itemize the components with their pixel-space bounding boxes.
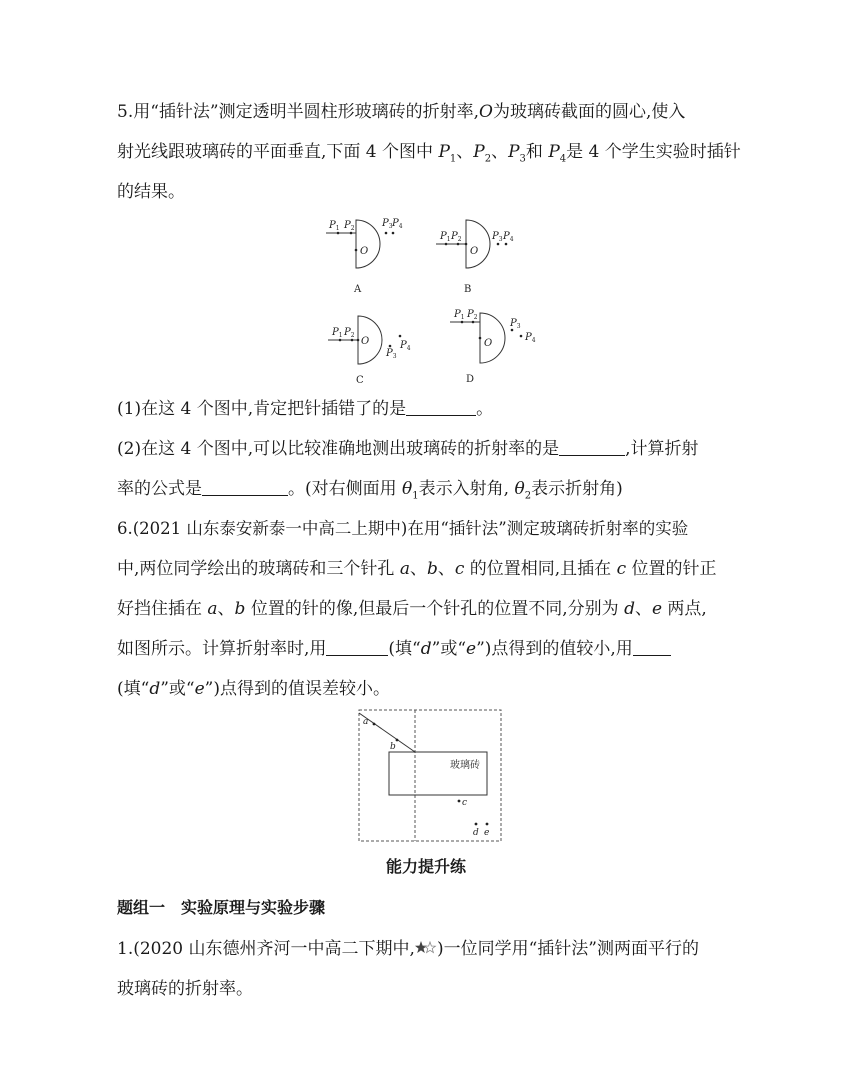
- svg-text:P4: $P_4$: [392, 218, 403, 230]
- svg-text:P4: $P_4$: [400, 340, 411, 352]
- q6-line-3: 好挡住插在 a、b 位置的针的像,但最后一个针孔的位置不同,分别为 d、e 两点,: [117, 599, 707, 619]
- svg-text:P1: $P_1$: [454, 309, 465, 321]
- svg-text:P1: $P_1$: [440, 231, 451, 243]
- q5-line-1: 5.用“插针法”测定透明半圆柱形玻璃砖的折射率,O为玻璃砖截面的圆心,使入: [117, 102, 686, 122]
- svg-text:P4: $P_4$: [503, 231, 514, 243]
- q5-figure: [320, 208, 550, 386]
- q5-sub-1: (1)在这 4 个图中,肯定把针插错了的是 。: [117, 399, 494, 419]
- q6-line-2: 中,两位同学绘出的玻璃砖和三个针孔 a、b、c 的位置相同,且插在 c 位置的针正: [117, 559, 717, 579]
- svg-text:P2: $P_2$: [344, 327, 355, 339]
- answer-blank[interactable]: [633, 640, 671, 656]
- svg-text:d: d: [473, 828, 479, 838]
- svg-text:e: e: [484, 828, 490, 838]
- section-title: 能力提升练: [386, 857, 467, 876]
- svg-text:A: A: [354, 284, 362, 295]
- q5-line-3: 的结果。: [117, 182, 185, 202]
- glass-label: 玻璃砖: [450, 760, 480, 771]
- q6-figure: [356, 708, 504, 844]
- svg-text:P2: $P_2$: [344, 220, 355, 232]
- svg-text:O: O: [484, 338, 493, 349]
- svg-text:P3: $P_3$: [510, 318, 521, 330]
- svg-text:P4: $P_4$: [525, 332, 536, 344]
- svg-text:O: O: [361, 336, 370, 347]
- answer-blank[interactable]: [559, 440, 625, 456]
- svg-text:P3: $P_3$: [386, 348, 397, 360]
- svg-text:O: O: [470, 246, 479, 257]
- svg-text:c: c: [462, 798, 468, 808]
- answer-blank[interactable]: [326, 640, 388, 656]
- svg-text:O: O: [360, 246, 369, 257]
- svg-text:P2: $P_2$: [451, 231, 462, 243]
- svg-text:a: a: [363, 717, 369, 727]
- difficulty-star-icon: [415, 940, 437, 956]
- svg-text:D: D: [466, 374, 475, 385]
- answer-blank[interactable]: [406, 400, 476, 416]
- q1-line-2: 玻璃砖的折射率。: [117, 979, 253, 999]
- svg-text:P3: $P_3$: [382, 218, 393, 230]
- svg-text:B: B: [464, 284, 472, 295]
- svg-text:b: b: [390, 742, 396, 752]
- svg-text:P2: $P_2$: [467, 309, 478, 321]
- answer-blank[interactable]: [202, 480, 288, 496]
- q6-line-4: 如图所示。计算折射率时,用 (填“d”或“e”)点得到的值较小,用: [117, 637, 671, 661]
- q1-line-1: 1.(2020 山东德州齐河一中高二下期中, )一位同学用“插针法”测两面平行的: [117, 939, 699, 959]
- q5-sub-2-line-2: 率的公式是 。(对右侧面用 $\theta_1$表示入射角, $\theta_2$表示折射角): [117, 479, 623, 502]
- q5-sub-2-line-1: (2)在这 4 个图中,可以比较准确地测出玻璃砖的折射率的是 ,计算折射: [117, 439, 699, 459]
- svg-text:P1: $P_1$: [332, 327, 343, 339]
- q6-line-5: (填“d”或“e”)点得到的值误差较小。: [117, 679, 390, 699]
- svg-text:P3: $P_3$: [492, 231, 503, 243]
- q5-line-2: 射光线跟玻璃砖的平面垂直,下面 4 个图中 $P_1$、$P_2$、$P_3$和 $P_4$是 4 个学生实验时插针: [117, 142, 741, 165]
- q6-line-1: 6.(2021 山东泰安新泰一中高二上期中)在用“插针法”测定玻璃砖折射率的实验: [117, 519, 689, 538]
- group-title: 题组一 实验原理与实验步骤: [117, 898, 326, 917]
- svg-text:C: C: [356, 375, 364, 386]
- svg-text:P1: $P_1$: [329, 220, 340, 232]
